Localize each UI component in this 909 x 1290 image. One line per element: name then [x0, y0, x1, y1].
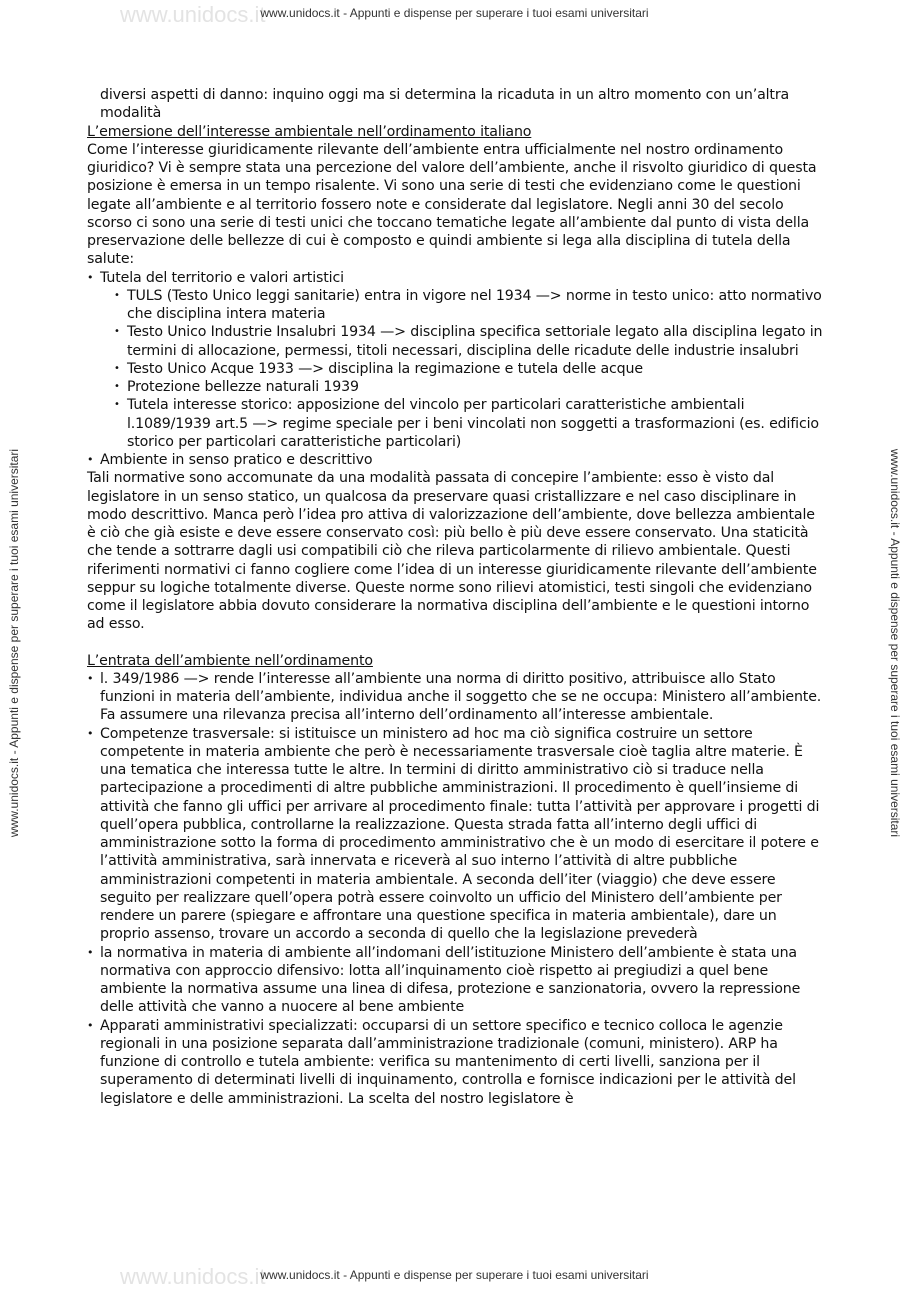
- list-item: [87, 269, 827, 452]
- list-item-text: Tutela del territorio e valori artistici: [100, 269, 344, 286]
- watermark: www.unidocs.it: [120, 1264, 266, 1289]
- bullet-list: [87, 670, 827, 1108]
- section-heading: L’entrata dell’ambiente nell’ordinamento: [87, 652, 373, 669]
- sub-list: [100, 287, 827, 451]
- side-watermark-left: www.unidocs.it - Appunti e dispense per superare i tuoi esami universitari: [7, 448, 21, 838]
- list-item: • Ambiente in senso pratico e descrittivo: [87, 451, 827, 469]
- sub-list-item: • Tutela interesse storico: apposizione del vincolo per particolari caratteristiche ambientali l.1089/1939 art.5 —> regime speciale per i beni vincolati non soggetti a trasformazioni (es. edificio storico per particolari caratteristiche particolari): [100, 396, 827, 451]
- section-heading: L’emersione dell’interesse ambientale nell’ordinamento italiano: [87, 123, 532, 140]
- sub-list-item: • Protezione bellezze naturali 1939: [100, 378, 827, 396]
- sub-list-item: • Testo Unico Industrie Insalubri 1934 —> disciplina specifica settoriale legato alla disciplina legato in termini di allocazione, permessi, titoli necessari, disciplina delle ricadute delle industrie insalubri: [100, 323, 827, 360]
- intro-paragraph: diversi aspetti di danno: inquino oggi ma si determina la ricaduta in un altro momento con un’altra modalità: [100, 87, 790, 122]
- list-item: • Competenze trasversale: si istituisce un ministero ad hoc ma ciò significa costruire un settore competente in materia ambiente che però è necessariamente trasversale cioè taglia altre materie. È una tematica che interessa tutte le altre. In termini di diritto amministrativo ciò si traduce nella partecipazione a procedimenti di altre pubbliche amministrazioni. Il procedimento è quell’insieme di attività che fanno gli uffici per arrivare al procedimento finale: tutta l’attività per approvare i progetti di quell’opera pubblica, controllarne la realizzazione. Questa strada fatta all’interno degli uffici di amministrazione sotto la forma di procedimento amministrativo che è un modo di esercitare il potere e l’attività amministrativa, sarà innervata e riceverà al suo interno l’attività di altre pubbliche amministrazioni competenti in materia ambientale. A seconda dell’iter (viaggio) che deve essere seguito per realizzare quell’opera potrà essere coinvolto un ufficio del Ministero dell’ambiente per rendere un parere (spiegare e affrontare una questione specifica in materia ambientale), dare un proprio assenso, trovare un accordo a seconda di quello che la legislazione prevederà: [87, 725, 827, 944]
- side-watermark-right: www.unidocs.it - Appunti e dispense per superare i tuoi esami universitari: [888, 448, 902, 838]
- sub-list-item: • Testo Unico Acque 1933 —> disciplina la regimazione e tutela delle acque: [100, 360, 827, 378]
- list-item: • la normativa in materia di ambiente all’indomani dell’istituzione Ministero dell’ambiente è stata una normativa con approccio difensivo: lotta all’inquinamento cioè rispetto ai pregiudizi a quel bene ambiente la normativa assume una linea di difesa, protezione e sanzionatoria, ovvero la repressione delle attività che vanno a nuocere al bene ambiente: [87, 944, 827, 1017]
- page-header-link[interactable]: www.unidocs.it - Appunti e dispense per superare i tuoi esami universitari: [260, 6, 649, 20]
- list-item: • Apparati amministrativi specializzati: occuparsi di un settore specifico e tecnico colloca le agenzie regionali in una posizione separata dall’amministrazione tradizionale (comuni, ministero). ARP ha funzione di controllo e tutela ambiente: verifica su mantenimento di certi livelli, sanziona per il superamento di determinati livelli di inquinamento, controlla e fornisce indicazioni per le attività del legislatore e delle amministrazioni. La scelta del nostro legislatore è: [87, 1017, 827, 1108]
- spacer: [87, 634, 827, 652]
- paragraph: Come l’interesse giuridicamente rilevante dell’ambiente entra ufficialmente nel nostro ordinamento giuridico? Vi è sempre stata una percezione del valore dell’ambiente, anche il risvolto giuridico di questa posizione è emersa in un tempo risalente. Vi sono una serie di testi che evidenziano come le questioni legate all’ambiente e al territorio fossero note e considerate dal legislatore. Negli anni 30 del secolo scorso ci sono una serie di testi unici che toccano tematiche legate all’ambiente dal punto di vista della preservazione delle bellezze di cui è composto e quindi ambiente si lega alla disciplina di tutela della salute:: [87, 141, 817, 268]
- page-footer-link[interactable]: www.unidocs.it - Appunti e dispense per superare i tuoi esami universitari: [260, 1268, 649, 1282]
- sub-list-item: • TULS (Testo Unico leggi sanitarie) entra in vigore nel 1934 —> norme in testo unico: atto normativo che disciplina intera materia: [100, 287, 827, 324]
- bullet-list: [87, 269, 827, 470]
- paragraph: Tali normative sono accomunate da una modalità passata di concepire l’ambiente: esso è visto dal legislatore in un senso statico, un qualcosa da preservare quasi cristallizzare e nel caso disciplinare in modo descrittivo. Manca però l’idea pro attiva di valorizzazione dell’ambiente, dove bellezza ambientale è ciò che già esiste e deve essere conservato così: più bello è più deve essere conservato. Una staticità che tende a sottrarre dagli usi compatibili ciò che rileva particolarmente di rilievo ambientale. Questi riferimenti normativi ci fanno cogliere come l’idea di un interesse giuridicamente rilevante dell’ambiente seppur su logiche totalmente diverse. Queste norme sono rilievi atomistici, testi singoli che evidenziano come il legislatore abbia dovuto considerare la normativa disciplina dell’ambiente e le questioni intorno ad esso.: [87, 470, 817, 633]
- list-item: • l. 349/1986 —> rende l’interesse all’ambiente una norma di diritto positivo, attribuisce allo Stato funzioni in materia dell’ambiente, individua anche il soggetto che se ne occupa: Ministero all’ambiente. Fa assumere una rilevanza precisa all’interno dell’ordinamento all’interesse ambientale.: [87, 670, 827, 725]
- watermark: www.unidocs.it: [120, 2, 266, 27]
- document-body: [87, 86, 827, 1108]
